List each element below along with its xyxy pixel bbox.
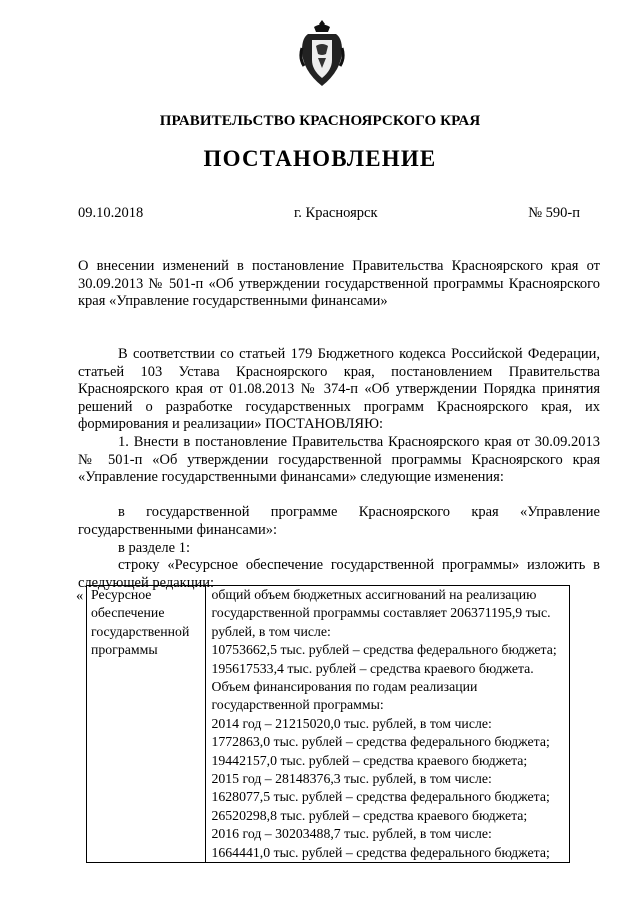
body-paragraph-2: 1. Внести в постановление Правительства Красноярского края от 30.09.2013 № 501-п «Об утверждении государственной программы Красноярского края «Управление государственными финансами» следующие изменения: xyxy=(78,434,600,486)
table-line: 26520298,8 тыс. рублей – средства краевого бюджета; xyxy=(211,807,528,823)
body-paragraph-3: в государственной программе Красноярского края «Управление государственными финансами»: xyxy=(78,504,600,538)
table-row xyxy=(87,586,570,863)
table-line: общий объем бюджетных ассигнований на реализацию xyxy=(211,587,537,602)
table-label-cell: Ресурсное обеспечение государственной программы xyxy=(87,586,206,863)
document-city: г. Красноярск xyxy=(294,205,378,221)
table-line: 2014 год – 21215020,0 тыс. рублей, в том числе: xyxy=(211,715,492,731)
table-line: государственной программы составляет 206371195,9 тыс. xyxy=(211,605,551,621)
opening-quote: « xyxy=(76,588,84,604)
table-line: 1772863,0 тыс. рублей – средства федерального бюджета; xyxy=(211,734,550,750)
table-line: 2015 год – 28148376,3 тыс. рублей, в том числе: xyxy=(211,771,492,787)
document-date: 09.10.2018 xyxy=(78,205,144,221)
document-type-title: ПОСТАНОВЛЕНИЕ xyxy=(203,146,437,171)
government-name: ПРАВИТЕЛЬСТВО КРАСНОЯРСКОГО КРАЯ xyxy=(159,113,481,129)
table-line: 195617533,4 тыс. рублей – средства краевого бюджета. xyxy=(211,660,534,676)
coat-of-arms-icon xyxy=(298,18,346,92)
table-value-cell xyxy=(206,586,570,863)
table-line: Объем финансирования по годам реализации xyxy=(211,679,478,695)
resource-table xyxy=(86,585,570,863)
document-number: № 590-п xyxy=(528,205,580,221)
table-line: 2016 год – 30203488,7 тыс. рублей, в том числе: xyxy=(211,826,492,842)
table-line: 1628077,5 тыс. рублей – средства федерального бюджета; xyxy=(211,789,550,805)
table-line: 10753662,5 тыс. рублей – средства федерального бюджета; xyxy=(211,642,557,658)
body-paragraph-4: в разделе 1: xyxy=(118,540,191,556)
body-paragraph-1: В соответствии со статьей 179 Бюджетного кодекса Российской Федерации, статьей 103 Устава Красноярского края, постановлением Правительства Красноярского края от 01.08.2013 № 374-п «Об утверждении Порядка принятия решений о разработке государственных программ Красноярского края, их формирования и реализации» ПОСТАНОВЛЯЮ: xyxy=(78,346,600,433)
document-subject: О внесении изменений в постановление Правительства Красноярского края от 30.09.2013 № 501-п «Об утверждении государственной программы Красноярского края «Управление государственными финансами» xyxy=(78,258,600,310)
table-line: 1664441,0 тыс. рублей – средства федерального бюджета; xyxy=(211,844,550,860)
table-line: 19442157,0 тыс. рублей – средства краевого бюджета; xyxy=(211,752,528,768)
table-line: рублей, в том числе: xyxy=(211,623,331,639)
body-paragraph-5: строку «Ресурсное обеспечение государственной программы» изложить в следующей редакции: xyxy=(78,557,600,591)
table-line: государственной программы: xyxy=(211,697,384,713)
